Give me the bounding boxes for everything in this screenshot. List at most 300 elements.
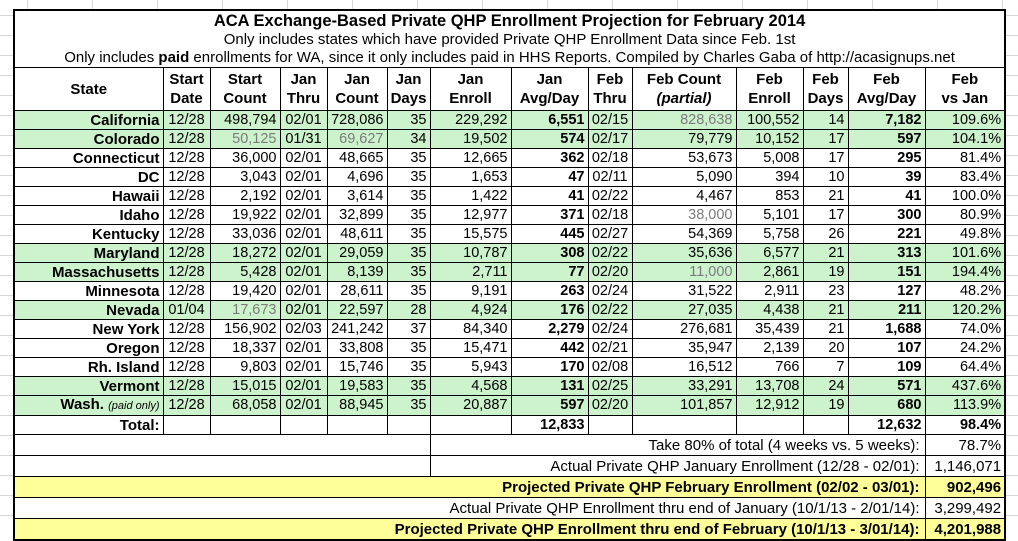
column-header-line1: Feb: [596, 71, 624, 88]
summary-value: 1,146,071: [925, 456, 1005, 477]
column-header-line1: Feb: [873, 71, 900, 88]
data-cell: 35: [387, 396, 430, 416]
data-cell: 120.2%: [925, 301, 1005, 320]
column-header-line2: Days: [390, 90, 427, 107]
summary-label: Take 80% of total (4 weeks vs. 5 weeks):: [430, 435, 925, 456]
data-cell: 156,902: [210, 320, 280, 339]
data-cell: 35,947: [632, 339, 736, 358]
table-row: [14, 206, 1005, 225]
column-header-start-count: [210, 68, 280, 111]
column-header-line1: Start: [227, 71, 263, 88]
data-cell: 7,182: [848, 111, 925, 130]
data-cell: 498,794: [210, 111, 280, 130]
data-cell: 64.4%: [925, 358, 1005, 377]
data-cell: 12,912: [736, 396, 803, 416]
column-header-line1: Feb: [951, 71, 979, 88]
data-cell: 229,292: [430, 111, 511, 130]
total-value-cell: [430, 416, 511, 435]
data-cell: 19,583: [327, 377, 387, 396]
data-cell: 107: [848, 339, 925, 358]
data-cell: 308: [511, 244, 588, 263]
data-cell: 10: [803, 168, 848, 187]
data-cell: 35: [387, 339, 430, 358]
data-cell: 02/01: [280, 301, 327, 320]
data-cell: 83.4%: [925, 168, 1005, 187]
data-cell: 31,522: [632, 282, 736, 301]
data-cell: 2,911: [736, 282, 803, 301]
table-row: [14, 130, 1005, 149]
column-header-line1: State: [70, 80, 108, 98]
data-cell: 109: [848, 358, 925, 377]
column-header-feb-enroll: [736, 68, 803, 111]
total-value-cell: [736, 416, 803, 435]
data-cell: 69,627: [327, 130, 387, 149]
data-cell: 21: [803, 187, 848, 206]
data-cell: 35: [387, 187, 430, 206]
data-cell: 5,428: [210, 263, 280, 282]
data-cell: 33,808: [327, 339, 387, 358]
data-cell: 12/28: [163, 111, 210, 130]
summary-row: [14, 435, 1005, 456]
data-cell: 28: [387, 301, 430, 320]
data-cell: 48,611: [327, 225, 387, 244]
data-cell: 19: [803, 396, 848, 416]
subtitle-2-post: enrollments for WA, since it only includes paid in HHS Reports. Compiled by Charles Gaba of http://acasignups.net: [189, 49, 955, 66]
data-cell: 766: [736, 358, 803, 377]
data-cell: 295: [848, 149, 925, 168]
data-cell: 47: [511, 168, 588, 187]
data-cell: 26: [803, 225, 848, 244]
data-cell: 84,340: [430, 320, 511, 339]
data-cell: 19,420: [210, 282, 280, 301]
data-cell: 3,043: [210, 168, 280, 187]
data-cell: 100.0%: [925, 187, 1005, 206]
column-header-line1: Start: [169, 71, 204, 88]
data-cell: 35: [387, 168, 430, 187]
data-cell: 14: [803, 111, 848, 130]
data-cell: 18,272: [210, 244, 280, 263]
data-cell: 13,708: [736, 377, 803, 396]
data-cell: 176: [511, 301, 588, 320]
table-row: [14, 168, 1005, 187]
data-cell: 02/20: [588, 263, 632, 282]
data-cell: 313: [848, 244, 925, 263]
data-cell: 02/01: [280, 339, 327, 358]
data-cell: 02/01: [280, 358, 327, 377]
data-cell: 104.1%: [925, 130, 1005, 149]
data-cell: 8,139: [327, 263, 387, 282]
state-name: Idaho: [119, 206, 160, 224]
data-cell: 02/01: [280, 206, 327, 225]
data-cell: 127: [848, 282, 925, 301]
data-cell: 02/20: [588, 396, 632, 416]
data-cell: 35,439: [736, 320, 803, 339]
data-cell: 9,191: [430, 282, 511, 301]
data-cell: 48,665: [327, 149, 387, 168]
column-header-line2: (partial): [656, 90, 712, 107]
column-header-line2: Thru: [286, 90, 321, 107]
column-header-line2: Count: [335, 90, 379, 107]
data-cell: 101,857: [632, 396, 736, 416]
column-header-feb-thru: [588, 68, 632, 111]
state-name-cell: [14, 301, 163, 320]
column-header-line2: Thru: [593, 90, 627, 107]
total-value-cell: [632, 416, 736, 435]
data-cell: 362: [511, 149, 588, 168]
state-name-cell: [14, 377, 163, 396]
data-cell: 571: [848, 377, 925, 396]
data-cell: 5,943: [430, 358, 511, 377]
data-cell: 12/28: [163, 377, 210, 396]
data-cell: 18,337: [210, 339, 280, 358]
summary-value: 78.7%: [925, 435, 1005, 456]
column-header-state: [14, 68, 163, 111]
column-header-jan-thru: [280, 68, 327, 111]
data-cell: 21: [803, 301, 848, 320]
data-cell: 4,696: [327, 168, 387, 187]
state-name-cell: [14, 282, 163, 301]
data-cell: 35: [387, 358, 430, 377]
data-cell: 02/11: [588, 168, 632, 187]
data-cell: 35: [387, 206, 430, 225]
data-cell: 300: [848, 206, 925, 225]
data-cell: 20,887: [430, 396, 511, 416]
data-cell: 02/01: [280, 263, 327, 282]
total-value-cell: [803, 416, 848, 435]
table-row: [14, 111, 1005, 130]
data-cell: 53,673: [632, 149, 736, 168]
data-cell: 74.0%: [925, 320, 1005, 339]
state-name: Rh. Island: [87, 358, 160, 376]
column-header-line2: Avg/Day: [856, 90, 917, 107]
table-row: [14, 377, 1005, 396]
data-cell: 597: [848, 130, 925, 149]
data-cell: 5,758: [736, 225, 803, 244]
state-name: Connecticut: [72, 149, 160, 167]
data-cell: 2,861: [736, 263, 803, 282]
column-header-line2: Days: [807, 90, 844, 107]
state-name: Vermont: [99, 377, 160, 395]
data-cell: 2,279: [511, 320, 588, 339]
summary-row: [14, 519, 1005, 541]
summary-label: Actual Private QHP January Enrollment (12/28 - 02/01):: [430, 456, 925, 477]
data-cell: 12/28: [163, 206, 210, 225]
data-cell: 828,638: [632, 111, 736, 130]
data-cell: 48.2%: [925, 282, 1005, 301]
data-cell: 33,036: [210, 225, 280, 244]
data-cell: 35: [387, 149, 430, 168]
data-cell: 100,552: [736, 111, 803, 130]
column-header-jan-avg-day: [511, 68, 588, 111]
subtitle-2: [18, 49, 1001, 67]
data-cell: 170: [511, 358, 588, 377]
data-cell: 11,000: [632, 263, 736, 282]
data-cell: 02/21: [588, 339, 632, 358]
summary-value: 902,496: [925, 477, 1005, 498]
data-cell: 02/01: [280, 168, 327, 187]
data-cell: 394: [736, 168, 803, 187]
data-cell: 02/24: [588, 320, 632, 339]
data-cell: 2,192: [210, 187, 280, 206]
total-value-cell: 12,632: [848, 416, 925, 435]
data-cell: 12/28: [163, 149, 210, 168]
data-cell: 20: [803, 339, 848, 358]
data-cell: 12/28: [163, 396, 210, 416]
data-cell: 02/03: [280, 320, 327, 339]
table-row: [14, 244, 1005, 263]
column-header-jan-days: [387, 68, 430, 111]
column-header-line1: Jan: [395, 71, 422, 88]
table-row: [14, 282, 1005, 301]
data-cell: 02/01: [280, 282, 327, 301]
state-name: Nevada: [106, 301, 160, 319]
total-value-cell: [387, 416, 430, 435]
table-title-block: [14, 10, 1005, 68]
state-name: California: [90, 111, 160, 129]
data-cell: 10,152: [736, 130, 803, 149]
data-cell: 16,512: [632, 358, 736, 377]
state-name-cell: [14, 130, 163, 149]
state-name: Maryland: [93, 244, 160, 262]
data-cell: 5,090: [632, 168, 736, 187]
state-name-cell: [14, 149, 163, 168]
table-row: [14, 187, 1005, 206]
data-cell: 02/01: [280, 225, 327, 244]
data-cell: 1,422: [430, 187, 511, 206]
state-name: Wash.: [60, 396, 104, 413]
data-cell: 35: [387, 244, 430, 263]
data-cell: 01/04: [163, 301, 210, 320]
column-header-line2: Count: [223, 90, 267, 107]
data-cell: 01/31: [280, 130, 327, 149]
column-header-feb-avg-day: [848, 68, 925, 111]
data-cell: 02/01: [280, 111, 327, 130]
state-name-cell: [14, 168, 163, 187]
data-cell: 113.9%: [925, 396, 1005, 416]
table-row: [14, 320, 1005, 339]
data-cell: 12/28: [163, 168, 210, 187]
summary-label: Projected Private QHP February Enrollment (02/02 - 03/01):: [14, 477, 925, 498]
data-cell: 853: [736, 187, 803, 206]
data-cell: 15,746: [327, 358, 387, 377]
summary-row: [14, 477, 1005, 498]
column-header-line2: Date: [170, 90, 203, 107]
data-cell: 10,787: [430, 244, 511, 263]
column-header-line1: Jan: [536, 71, 563, 88]
total-value-cell: [327, 416, 387, 435]
data-cell: 35: [387, 377, 430, 396]
table-row: [14, 301, 1005, 320]
data-cell: 21: [803, 244, 848, 263]
data-cell: 445: [511, 225, 588, 244]
data-cell: 39: [848, 168, 925, 187]
total-value-cell: [210, 416, 280, 435]
data-cell: 12,977: [430, 206, 511, 225]
data-cell: 211: [848, 301, 925, 320]
summary-spacer-cell: [14, 435, 430, 456]
data-cell: 21: [803, 320, 848, 339]
column-header-line1: Jan: [344, 71, 370, 88]
data-cell: 02/08: [588, 358, 632, 377]
data-cell: 12/28: [163, 187, 210, 206]
data-cell: 2,711: [430, 263, 511, 282]
data-cell: 36,000: [210, 149, 280, 168]
data-cell: 22,597: [327, 301, 387, 320]
column-header-line1: Feb Count: [646, 71, 722, 88]
summary-label: Projected Private QHP Enrollment thru end of February (10/1/13 - 3/01/14):: [14, 519, 925, 541]
data-cell: 35: [387, 225, 430, 244]
column-header-line2: Avg/Day: [519, 90, 580, 107]
data-cell: 02/01: [280, 187, 327, 206]
data-cell: 7: [803, 358, 848, 377]
data-cell: 12/28: [163, 130, 210, 149]
data-cell: 17,673: [210, 301, 280, 320]
data-cell: 02/01: [280, 244, 327, 263]
data-cell: 15,015: [210, 377, 280, 396]
column-header-line2: Enroll: [748, 90, 791, 107]
data-cell: 02/25: [588, 377, 632, 396]
data-cell: 15,575: [430, 225, 511, 244]
data-cell: 02/15: [588, 111, 632, 130]
state-name: Colorado: [93, 130, 160, 148]
state-name-cell: [14, 111, 163, 130]
data-cell: 35: [387, 111, 430, 130]
total-value-cell: 98.4%: [925, 416, 1005, 435]
column-header-line1: Feb: [812, 71, 839, 88]
state-name: Kentucky: [91, 225, 160, 243]
state-name: New York: [92, 320, 160, 338]
data-cell: 23: [803, 282, 848, 301]
data-cell: 101.6%: [925, 244, 1005, 263]
data-cell: 1,653: [430, 168, 511, 187]
data-cell: 34: [387, 130, 430, 149]
state-name-cell: [14, 358, 163, 377]
data-cell: 574: [511, 130, 588, 149]
column-header-line1: Jan: [290, 71, 317, 88]
data-cell: 02/27: [588, 225, 632, 244]
data-cell: 54,369: [632, 225, 736, 244]
state-name: DC: [137, 168, 160, 186]
state-name: Minnesota: [85, 282, 160, 300]
state-name-cell: [14, 244, 163, 263]
data-cell: 680: [848, 396, 925, 416]
table-row: [14, 358, 1005, 377]
data-cell: 221: [848, 225, 925, 244]
total-row: [14, 416, 1005, 435]
data-cell: 1,688: [848, 320, 925, 339]
summary-row: [14, 456, 1005, 477]
total-value-cell: 12,833: [511, 416, 588, 435]
data-cell: 437.6%: [925, 377, 1005, 396]
data-cell: 12/28: [163, 339, 210, 358]
data-cell: 12/28: [163, 225, 210, 244]
data-cell: 37: [387, 320, 430, 339]
table-row: [14, 339, 1005, 358]
state-name-cell: [14, 396, 163, 416]
data-cell: 81.4%: [925, 149, 1005, 168]
column-header-line2: vs Jan: [941, 90, 989, 107]
data-cell: 5,008: [736, 149, 803, 168]
data-cell: 24: [803, 377, 848, 396]
column-header-feb-count--partial-: [632, 68, 736, 111]
total-label-cell: Total:: [14, 416, 163, 435]
data-cell: 77: [511, 263, 588, 282]
summary-value: 4,201,988: [925, 519, 1005, 541]
data-cell: 12/28: [163, 244, 210, 263]
subtitle-2-pre: Only includes: [64, 49, 159, 66]
data-cell: 728,086: [327, 111, 387, 130]
data-cell: 371: [511, 206, 588, 225]
state-name: Massachusetts: [51, 263, 160, 281]
data-cell: 02/18: [588, 149, 632, 168]
data-cell: 02/01: [280, 396, 327, 416]
state-name-cell: [14, 187, 163, 206]
data-cell: 33,291: [632, 377, 736, 396]
state-name: Hawaii: [111, 187, 160, 205]
total-value-cell: [280, 416, 327, 435]
column-header-feb-vs-jan: [925, 68, 1005, 111]
data-cell: 9,803: [210, 358, 280, 377]
subtitle-1: Only includes states which have provided Private QHP Enrollment Data since Feb. 1st: [223, 31, 796, 48]
data-cell: 4,924: [430, 301, 511, 320]
data-cell: 17: [803, 206, 848, 225]
page-title: ACA Exchange-Based Private QHP Enrollment Projection for February 2014: [213, 12, 806, 30]
data-cell: 17: [803, 149, 848, 168]
data-cell: 19: [803, 263, 848, 282]
data-cell: 4,438: [736, 301, 803, 320]
data-cell: 27,035: [632, 301, 736, 320]
data-cell: 35: [387, 282, 430, 301]
data-cell: 80.9%: [925, 206, 1005, 225]
state-note: (paid only): [108, 400, 160, 412]
column-header-line1: Feb: [756, 71, 783, 88]
summary-label: Actual Private QHP Enrollment thru end of January (10/1/13 - 2/01/14):: [14, 498, 925, 519]
state-name-cell: [14, 225, 163, 244]
data-cell: 02/24: [588, 282, 632, 301]
column-header-row: [14, 68, 1005, 111]
data-cell: 41: [511, 187, 588, 206]
data-cell: 5,101: [736, 206, 803, 225]
data-cell: 12/28: [163, 263, 210, 282]
data-cell: 02/22: [588, 187, 632, 206]
data-cell: 68,058: [210, 396, 280, 416]
data-cell: 15,471: [430, 339, 511, 358]
title-row: [14, 10, 1005, 68]
state-name-cell: [14, 206, 163, 225]
state-name: Oregon: [106, 339, 160, 357]
data-cell: 28,611: [327, 282, 387, 301]
data-cell: 263: [511, 282, 588, 301]
data-cell: 50,125: [210, 130, 280, 149]
data-cell: 3,614: [327, 187, 387, 206]
data-cell: 24.2%: [925, 339, 1005, 358]
data-cell: 02/22: [588, 301, 632, 320]
data-cell: 19,922: [210, 206, 280, 225]
state-name-cell: [14, 320, 163, 339]
data-cell: 597: [511, 396, 588, 416]
data-cell: 109.6%: [925, 111, 1005, 130]
data-cell: 35: [387, 263, 430, 282]
summary-value: 3,299,492: [925, 498, 1005, 519]
summary-row: [14, 498, 1005, 519]
enrollment-table: [13, 9, 1006, 541]
data-cell: 4,467: [632, 187, 736, 206]
data-cell: 02/01: [280, 377, 327, 396]
data-cell: 194.4%: [925, 263, 1005, 282]
data-cell: 29,059: [327, 244, 387, 263]
summary-spacer-cell: [14, 456, 430, 477]
data-cell: 49.8%: [925, 225, 1005, 244]
